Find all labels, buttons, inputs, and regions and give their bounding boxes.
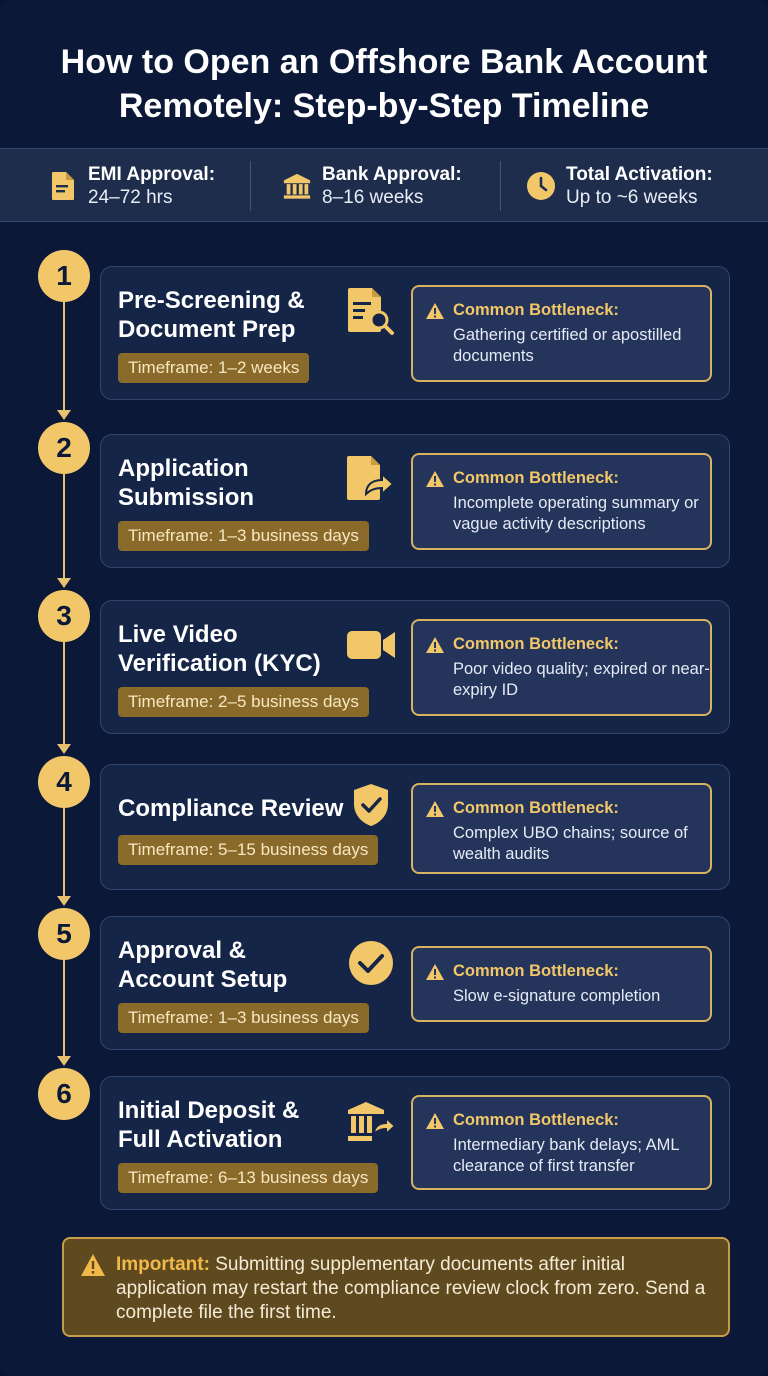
step-card-5: [100, 916, 730, 1050]
important-text: [116, 1253, 716, 1325]
summary-bar: [0, 148, 768, 222]
step-number-badge: 3: [38, 590, 90, 642]
bank-icon: [282, 171, 312, 201]
warning-icon: [80, 1253, 106, 1277]
summary-label: Bank Approval:: [322, 164, 462, 185]
warning-icon: [425, 636, 445, 654]
step-title: [118, 620, 321, 678]
step-title-line: Submission: [118, 484, 255, 511]
timeline-arrow: [57, 578, 71, 588]
summary-total-activation: [526, 149, 713, 223]
timeline-connector: [63, 474, 65, 578]
step-title: [118, 286, 305, 344]
summary-value: 8–16 weeks: [322, 187, 424, 208]
video-camera-icon: [345, 619, 397, 671]
summary-label: Total Activation:: [566, 164, 713, 185]
step-title: [118, 936, 287, 994]
timeline-connector: [63, 808, 65, 896]
bottleneck-text: Intermediary bank delays; AML clearance of first transfer: [453, 1136, 679, 1175]
timeframe-badge: Timeframe: 1–3 business days: [118, 1003, 369, 1033]
summary-value: Up to ~6 weeks: [566, 187, 698, 208]
bank-transfer-icon: [345, 1097, 397, 1149]
bottleneck-label: Common Bottleneck:: [453, 1111, 619, 1129]
step-title-line: Approval &: [118, 937, 247, 964]
bottleneck-text: Incomplete operating summary or vague activity descriptions: [453, 494, 699, 533]
step-title-line: Full Activation: [118, 1126, 283, 1153]
step-card-3: [100, 600, 730, 734]
step-title: [118, 1096, 299, 1154]
step-number-badge: 6: [38, 1068, 90, 1120]
summary-bank-approval: [282, 149, 462, 223]
important-label: Important:: [116, 1254, 210, 1275]
warning-icon: [425, 1112, 445, 1130]
bottleneck-text: Gathering certified or apostilled documents: [453, 326, 682, 365]
clock-icon: [526, 171, 556, 201]
step-title-line: Verification (KYC): [118, 650, 321, 677]
bottleneck-box: [411, 783, 712, 874]
bottleneck-label: Common Bottleneck:: [453, 962, 619, 980]
timeframe-badge: Timeframe: 5–15 business days: [118, 835, 378, 865]
shield-check-icon: [345, 779, 397, 831]
warning-icon: [425, 470, 445, 488]
summary-emi-approval: [48, 149, 215, 223]
summary-label: EMI Approval:: [88, 164, 216, 185]
summary-value: 24–72 hrs: [88, 187, 173, 208]
title-line-1: How to Open an Offshore Bank Account: [60, 43, 708, 81]
step-title-line: Initial Deposit &: [118, 1097, 300, 1124]
warning-icon: [425, 963, 445, 981]
bottleneck-box: [411, 285, 712, 382]
bottleneck-label: Common Bottleneck:: [453, 469, 619, 487]
bottleneck-label: Common Bottleneck:: [453, 635, 619, 653]
bottleneck-label: Common Bottleneck:: [453, 301, 619, 319]
step-card-6: [100, 1076, 730, 1210]
title-line-2: Remotely: Step-by-Step Timeline: [118, 87, 650, 125]
timeline-arrow: [57, 896, 71, 906]
timeframe-badge: Timeframe: 1–3 business days: [118, 521, 369, 551]
bottleneck-text: Complex UBO chains; source of wealth audits: [453, 824, 688, 863]
step-number-badge: 5: [38, 908, 90, 960]
document-send-icon: [345, 453, 397, 505]
step-title-line: Pre-Screening &: [118, 287, 305, 314]
timeframe-badge: Timeframe: 1–2 weeks: [118, 353, 309, 383]
summary-divider: [500, 161, 501, 211]
step-number-badge: 4: [38, 756, 90, 808]
step-title: [118, 794, 343, 823]
step-title-line: Compliance Review: [118, 795, 344, 822]
step-title-line: Application: [118, 455, 249, 482]
step-card-1: [100, 266, 730, 400]
important-note: [62, 1237, 730, 1337]
timeline-arrow: [57, 410, 71, 420]
bottleneck-box: [411, 946, 712, 1022]
bottleneck-label: Common Bottleneck:: [453, 799, 619, 817]
timeline-connector: [63, 302, 65, 410]
step-title-line: Live Video: [118, 621, 238, 648]
page-title: [0, 40, 768, 128]
step-card-4: [100, 764, 730, 890]
bottleneck-text: Slow e-signature completion: [453, 987, 661, 1005]
bottleneck-box: [411, 453, 712, 550]
step-title-line: Account Setup: [118, 966, 288, 993]
important-body: Submitting supplementary documents after initial application may restart the compliance review clock from zero. Send a complete file the first time.: [116, 1254, 706, 1323]
document-icon: [48, 171, 78, 201]
bottleneck-box: [411, 619, 712, 716]
warning-icon: [425, 800, 445, 818]
timeline-connector: [63, 642, 65, 744]
timeframe-badge: Timeframe: 2–5 business days: [118, 687, 369, 717]
step-title-line: Document Prep: [118, 316, 296, 343]
step-card-2: [100, 434, 730, 568]
bottleneck-box: [411, 1095, 712, 1190]
step-number-badge: 2: [38, 422, 90, 474]
timeline-connector: [63, 960, 65, 1056]
bottleneck-text: Poor video quality; expired or near-expiry ID: [453, 660, 710, 699]
summary-divider: [250, 161, 251, 211]
warning-icon: [425, 302, 445, 320]
step-number-badge: 1: [38, 250, 90, 302]
check-circle-icon: [345, 937, 397, 989]
timeline-arrow: [57, 744, 71, 754]
step-title: [118, 454, 254, 512]
timeline-arrow: [57, 1056, 71, 1066]
document-search-icon: [345, 285, 397, 337]
timeframe-badge: Timeframe: 6–13 business days: [118, 1163, 378, 1193]
